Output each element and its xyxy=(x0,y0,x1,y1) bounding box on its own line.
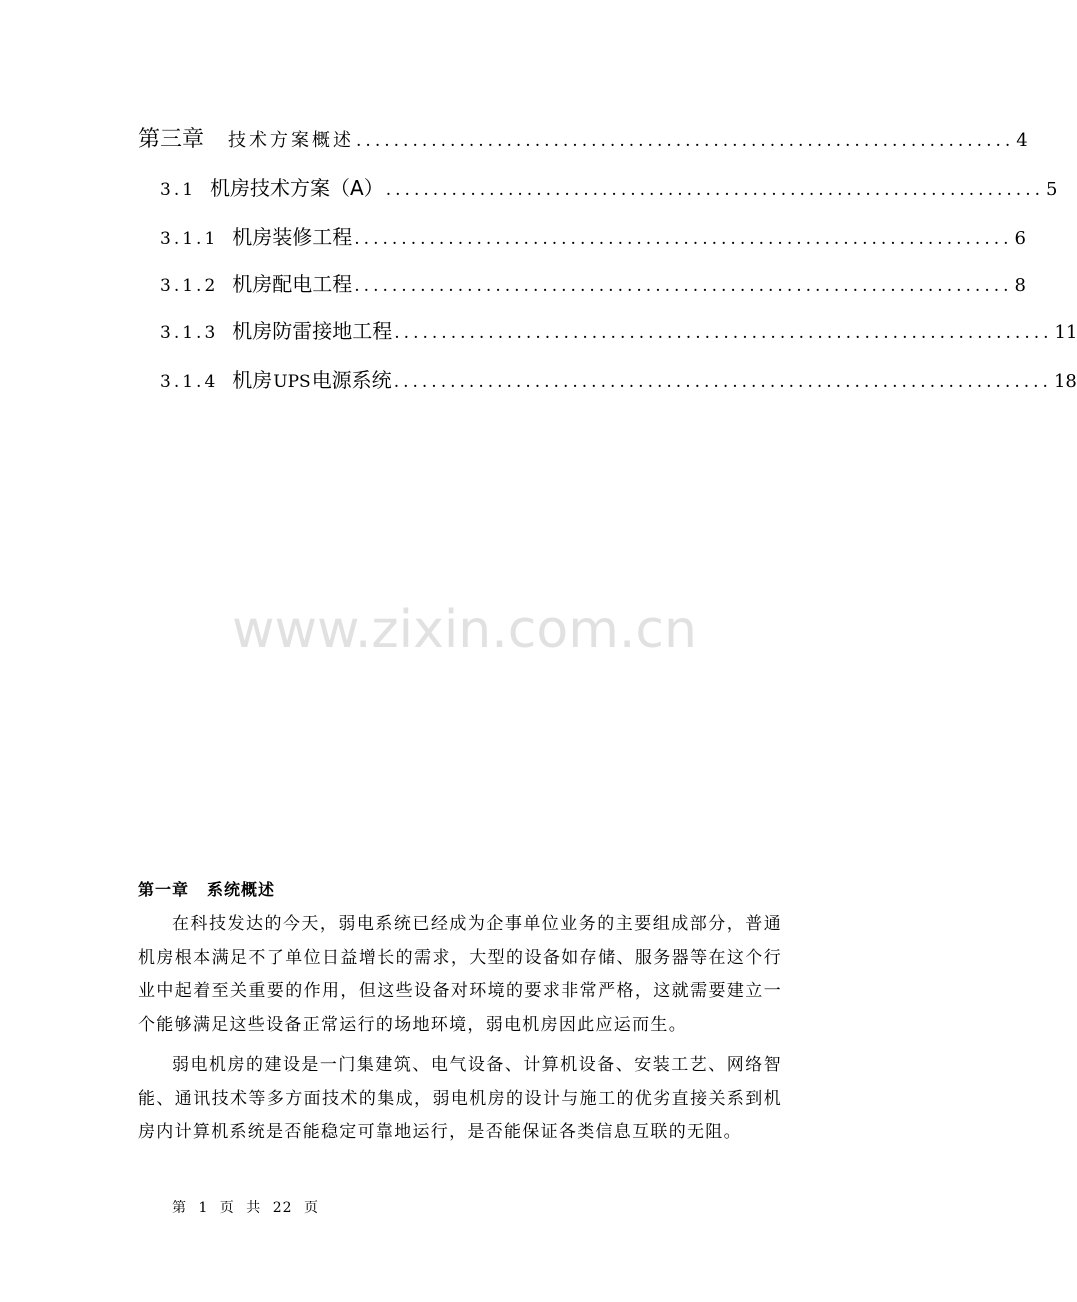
toc-section-number: 3.1.1 xyxy=(160,229,219,249)
toc-page-number: 11 xyxy=(1054,322,1077,343)
toc-entry-3-1[interactable] xyxy=(160,172,1058,201)
toc-entry-3-1-3[interactable] xyxy=(160,315,1077,344)
toc-chapter-label: 第三章 xyxy=(138,127,205,152)
chapter-title: 系统概述 xyxy=(207,880,276,899)
toc-section-title: 机房配电工程 xyxy=(232,272,353,296)
toc-page-number: 5 xyxy=(1046,179,1058,200)
toc-entry-3-1-2[interactable] xyxy=(160,268,1026,297)
toc-page-number: 6 xyxy=(1014,228,1026,249)
toc-chapter-title: 技术方案概述 xyxy=(228,130,355,151)
toc-section-title-suffix: 电源系统 xyxy=(311,368,392,392)
toc-leader-dots: ...................................................................... xyxy=(393,372,1052,392)
toc-leader-dots: ...................................................................... xyxy=(385,180,1045,200)
toc-leader-dots: ...................................................................... xyxy=(354,229,1013,249)
chapter-heading xyxy=(138,877,275,900)
toc-section-title-ups: UPS xyxy=(273,372,311,392)
toc-entry-chapter-3[interactable] xyxy=(138,122,1028,153)
toc-section-title: 机房装修工程 xyxy=(232,225,353,249)
toc-section-title: 机房技术方案（A） xyxy=(210,176,384,200)
toc-page-number: 18 xyxy=(1053,371,1077,392)
toc-entry-3-1-1[interactable] xyxy=(160,221,1026,250)
toc-section-number: 3.1.4 xyxy=(160,372,219,392)
toc-section-number: 3.1.3 xyxy=(160,323,219,343)
watermark: www.zixin.com.cn xyxy=(232,600,697,660)
chapter-label: 第一章 xyxy=(138,880,190,899)
toc-entry-3-1-4[interactable] xyxy=(160,364,1077,393)
toc-section-number: 3.1.2 xyxy=(160,276,219,296)
toc-section-title-prefix: 机房 xyxy=(232,368,273,392)
toc-leader-dots: ...................................................................... xyxy=(354,276,1013,296)
toc-leader-dots: ...................................................................... xyxy=(356,131,1015,151)
toc-leader-dots: ...................................................................... xyxy=(394,323,1053,343)
toc-page-number: 8 xyxy=(1014,275,1026,296)
page-footer: 第 1 页 共 22 页 xyxy=(172,1200,319,1216)
body-paragraph: 弱电机房的建设是一门集建筑、电气设备、计算机设备、安装工艺、网络智能、通讯技术等多方面技术的集成，弱电机房的设计与施工的优劣直接关系到机房内计算机系统是否能稳定可靠地运行，是否能保证各类信息互联的无阻。 xyxy=(138,1055,782,1142)
body-paragraph: 在科技发达的今天，弱电系统已经成为企事单位业务的主要组成部分，普通机房根本满足不了单位日益增长的需求，大型的设备如存储、服务器等在这个行业中起着至关重要的作用，但这些设备对环境的要求非常严格，这就需要建立一个能够满足这些设备正常运行的场地环境，弱电机房因此应运而生。 xyxy=(138,914,782,1035)
toc-section-title: 机房防雷接地工程 xyxy=(232,319,393,343)
toc-page-number: 4 xyxy=(1016,130,1028,151)
toc-section-number: 3.1 xyxy=(160,180,197,200)
